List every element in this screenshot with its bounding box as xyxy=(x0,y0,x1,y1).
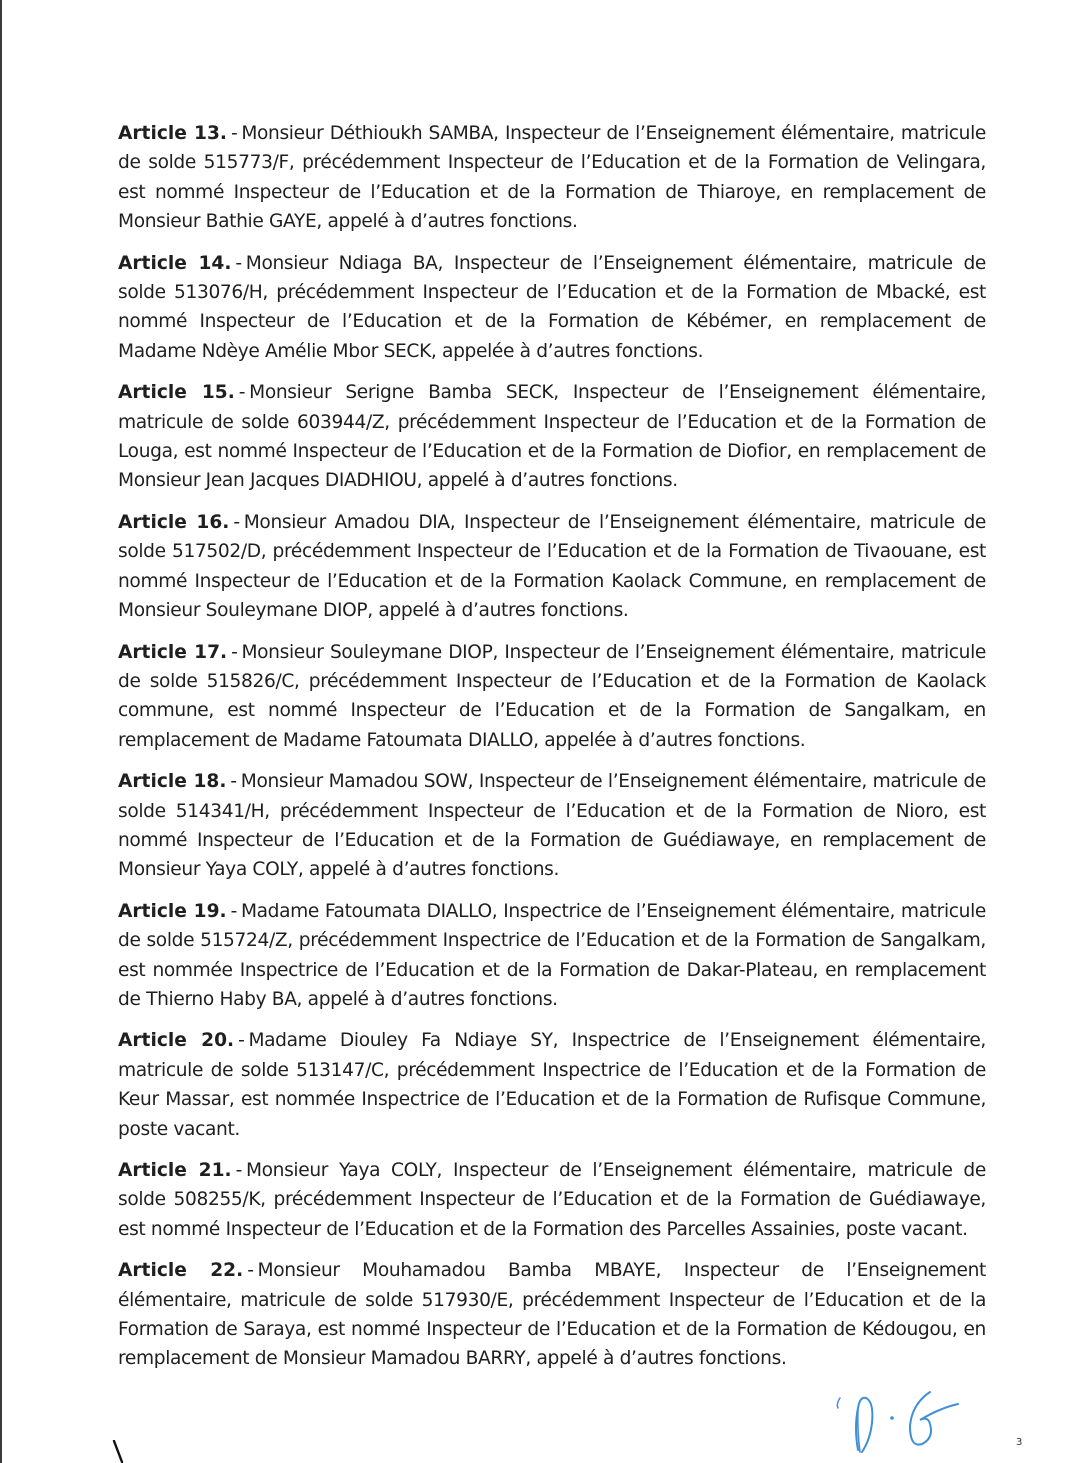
article-separator: - xyxy=(231,641,238,663)
article-heading: Article 13. xyxy=(118,123,227,144)
article-separator: - xyxy=(247,1260,254,1282)
article-body: Monsieur Mouhamadou Bamba MBAYE, Inspecteur de l’Enseignement élémentaire, matricule de solde 517930/E, précédemment Inspecteur de l’Education et de la Formation de Saraya, est nommé Inspecteur de l’Education et de la Formation de Kédougou, en remplacement de Monsieur Mamadou BARRY, appelé à d’autres fonctions. xyxy=(118,1260,986,1370)
article-separator: - xyxy=(235,1160,242,1181)
article-separator: - xyxy=(230,900,237,922)
article-body: Madame Fatoumata DIALLO, Inspectrice de l’Enseignement élémentaire, matricule de solde 515724/Z, précédemment Inspectrice de l’Education et de la Formation de Sangalkam, est nommée Inspectrice de l’Education et de la Formation de Dakar-Plateau, en remplacement de Thierno Haby BA, appelé à d’autres fonctions. xyxy=(118,900,986,1010)
article-separator: - xyxy=(233,511,240,533)
article-body: Monsieur Yaya COLY, Inspecteur de l’Enseignement élémentaire, matricule de solde 508255/K, précédemment Inspecteur de l’Education et de la Formation de Guédiawaye, est nommé Inspecteur de l’Education et de la Formation des Parcelles Assainies, poste vacant. xyxy=(118,1160,986,1240)
article-heading: Article 14. xyxy=(118,252,232,274)
stray-pen-mark xyxy=(110,1440,130,1463)
article-18 xyxy=(118,767,986,885)
article-heading: Article 20. xyxy=(118,1030,235,1052)
article-body: Monsieur Mamadou SOW, Inspecteur de l’Enseignement élémentaire, matricule de solde 514341/H, précédemment Inspecteur de l’Education et de la Formation de Nioro, est nommé Inspecteur de l’Education et de la Formation de Guédiawaye, en remplacement de Monsieur Yaya COLY, appelé à d’autres fonctions. xyxy=(118,771,986,881)
article-body: Madame Diouley Fa Ndiaye SY, Inspectrice de l’Enseignement élémentaire, matricule de solde 513147/C, précédemment Inspectrice de l’Education et de la Formation de Keur Massar, est nommée Inspectrice de l’Education et de la Formation de Rufisque Commune, poste vacant. xyxy=(118,1030,986,1140)
article-separator: - xyxy=(235,252,242,274)
article-21 xyxy=(118,1156,986,1244)
article-body: Monsieur Serigne Bamba SECK, Inspecteur de l’Enseignement élémentaire, matricule de solde 603944/Z, précédemment Inspecteur de l’Education et de la Formation de Louga, est nommé Inspecteur de l’Education et de la Formation de Diofior, en remplacement de Monsieur Jean Jacques DIADHIOU, appelé à d’autres fonctions. xyxy=(118,382,987,492)
article-17 xyxy=(118,638,986,756)
article-separator: - xyxy=(230,123,238,144)
article-16 xyxy=(118,508,986,626)
article-13 xyxy=(118,119,986,237)
article-heading: Article 21. xyxy=(118,1160,232,1181)
article-separator: - xyxy=(238,382,246,404)
article-heading: Article 17. xyxy=(118,641,228,663)
article-body: Monsieur Souleymane DIOP, Inspecteur de l’Enseignement élémentaire, matricule de solde 515826/C, précédemment Inspecteur de l’Education et de la Formation de Kaolack commune, est nommé Inspecteur de l’Education et de la Formation de Sangalkam, en remplacement de Madame Fatoumata DIALLO, appelée à d’autres fonctions. xyxy=(118,641,986,751)
article-14 xyxy=(118,249,986,367)
article-heading: Article 15. xyxy=(118,382,235,404)
article-15 xyxy=(118,378,986,496)
article-22 xyxy=(118,1256,986,1374)
article-body: Monsieur Amadou DIA, Inspecteur de l’Enseignement élémentaire, matricule de solde 517502/D, précédemment Inspecteur de l’Education et de la Formation de Tivaouane, est nommé Inspecteur de l’Education et de la Formation Kaolack Commune, en remplacement de Monsieur Souleymane DIOP, appelé à d’autres fonctions. xyxy=(118,511,986,622)
article-body: Monsieur Ndiaga BA, Inspecteur de l’Enseignement élémentaire, matricule de solde 513076/H, précédemment Inspecteur de l’Education et de la Formation de Mbacké, est nommé Inspecteur de l’Education et de la Formation de Kébémer, en remplacement de Madame Ndèye Amélie Mbor SECK, appelée à d’autres fonctions. xyxy=(118,252,986,362)
article-19 xyxy=(118,897,986,1015)
article-heading: Article 22. xyxy=(118,1260,244,1282)
article-separator: - xyxy=(230,771,237,793)
article-heading: Article 19. xyxy=(118,900,227,922)
article-body: Monsieur Déthioukh SAMBA, Inspecteur de l’Enseignement élémentaire, matricule de solde 515773/F, précédemment Inspecteur de l’Education et de la Formation de Velingara, est nommé Inspecteur de l’Education et de la Formation de Thiaroye, en remplacement de Monsieur Bathie GAYE, appelé à d’autres fonctions. xyxy=(118,123,986,233)
scan-edge-border xyxy=(0,0,2,1463)
document-page xyxy=(118,119,986,1386)
article-heading: Article 16. xyxy=(118,511,230,533)
article-heading: Article 18. xyxy=(118,771,227,793)
article-20 xyxy=(118,1026,986,1144)
page-number: 3 xyxy=(1016,1437,1023,1448)
article-separator: - xyxy=(238,1030,245,1052)
handwritten-initials-signature xyxy=(830,1378,980,1458)
